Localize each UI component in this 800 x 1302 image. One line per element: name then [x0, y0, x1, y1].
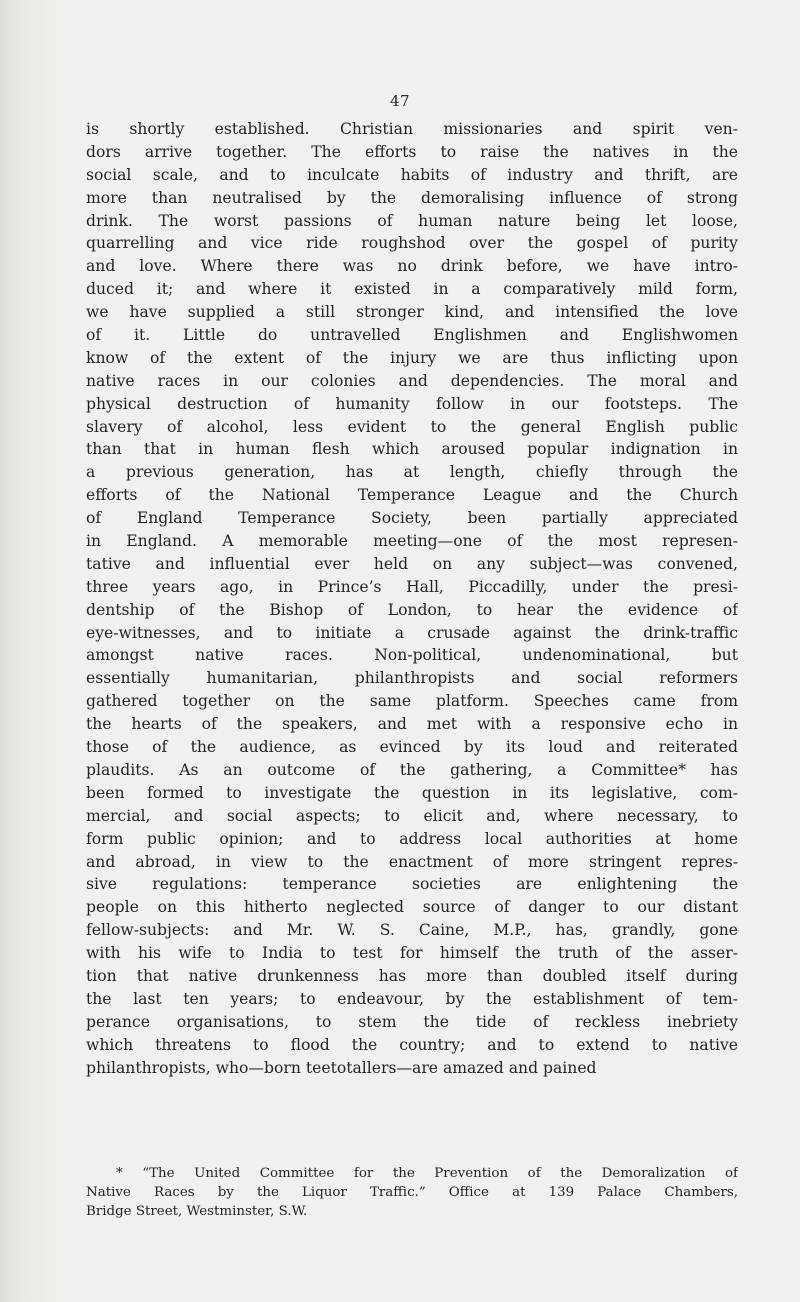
text-line: in England. A memorable meeting—one of the most represen- [86, 532, 738, 551]
text-line: efforts of the National Temperance League and the Church [86, 486, 738, 505]
text-line: three years ago, in Prince’s Hall, Piccadilly, under the presi- [86, 577, 738, 596]
text-line: with his wife to India to test for himself the truth of the asser- [86, 944, 738, 963]
text-line: slavery of alcohol, less evident to the general English public [86, 417, 738, 436]
text-line: and abroad, in view to the enactment of more stringent repres- [86, 852, 738, 871]
text-line: a previous generation, has at length, chiefly through the [86, 463, 738, 482]
text-line: than that in human flesh which aroused popular indignation in [86, 440, 738, 459]
text-line: tion that native drunkenness has more than doubled itself during [86, 966, 738, 985]
text-line: drink. The worst passions of human nature being let loose, [86, 211, 738, 230]
text-line: people on this hitherto neglected source of danger to our distant [86, 898, 738, 917]
text-line: native races in our colonies and dependencies. The moral and [86, 371, 738, 390]
text-line: tative and influential ever held on any subject—was convened, [86, 554, 738, 573]
text-line: essentially humanitarian, philanthropists and social reformers [86, 669, 738, 688]
text-line: of it. Little do untravelled Englishmen and Englishwomen [86, 326, 738, 345]
text-line: dentship of the Bishop of London, to hear the evidence of [86, 600, 738, 619]
text-line: know of the extent of the injury we are thus inflicting upon [86, 348, 738, 367]
text-line: mercial, and social aspects; to elicit and, where necessary, to [86, 806, 738, 825]
text-line: is shortly established. Christian missionaries and spirit ven- [86, 120, 738, 138]
text-line: form public opinion; and to address local authorities at home [86, 829, 738, 848]
text-line: social scale, and to inculcate habits of industry and thrift, are [86, 165, 738, 184]
text-line: duced it; and where it existed in a comparatively mild form, [86, 280, 738, 299]
text-line: plaudits. As an outcome of the gathering, a Committee* has [86, 760, 738, 779]
text-line: dors arrive together. The efforts to raise the natives in the [86, 142, 738, 161]
page-number: 47 [389, 92, 411, 110]
text-line: physical destruction of humanity follow in our footsteps. The [86, 394, 738, 413]
footnote-line: Bridge Street, Westminster, S.W. [86, 1204, 308, 1219]
text-line: which threatens to flood the country; and to extend to native [86, 1035, 738, 1054]
text-line: the hearts of the speakers, and met with a responsive echo in [86, 715, 738, 734]
text-line: sive regulations: temperance societies are enlightening the [86, 875, 738, 894]
text-line: been formed to investigate the question in its legislative, com- [86, 783, 738, 802]
body-text [86, 118, 738, 1079]
footnote [86, 1164, 738, 1221]
text-line: eye-witnesses, and to initiate a crusade against the drink-traffic [86, 623, 738, 642]
text-line: fellow-subjects: and Mr. W. S. Caine, M.P., has, grandly, gone [86, 921, 738, 940]
text-line: philanthropists, who—born teetotallers—are amazed and pained [86, 1058, 597, 1077]
text-line: and love. Where there was no drink before, we have intro- [86, 257, 738, 276]
text-line: the last ten years; to endeavour, by the establishment of tem- [86, 989, 738, 1008]
footnote-line: Native Races by the Liquor Traffic.” Office at 139 Palace Chambers, [86, 1185, 738, 1200]
text-line: quarrelling and vice ride roughshod over the gospel of purity [86, 234, 738, 253]
text-line: those of the audience, as evinced by its loud and reiterated [86, 738, 738, 757]
text-line: gathered together on the same platform. Speeches came from [86, 692, 738, 711]
text-line: we have supplied a still stronger kind, and intensified the love [86, 303, 738, 322]
text-line: amongst native races. Non-political, undenominational, but [86, 646, 738, 665]
footnote-line: * “The United Committee for the Prevention of the Demoralization of [116, 1166, 738, 1181]
text-line: perance organisations, to stem the tide of reckless inebriety [86, 1012, 738, 1031]
text-line: more than neutralised by the demoralising influence of strong [86, 188, 738, 207]
text-line: of England Temperance Society, been partially appreciated [86, 509, 738, 528]
